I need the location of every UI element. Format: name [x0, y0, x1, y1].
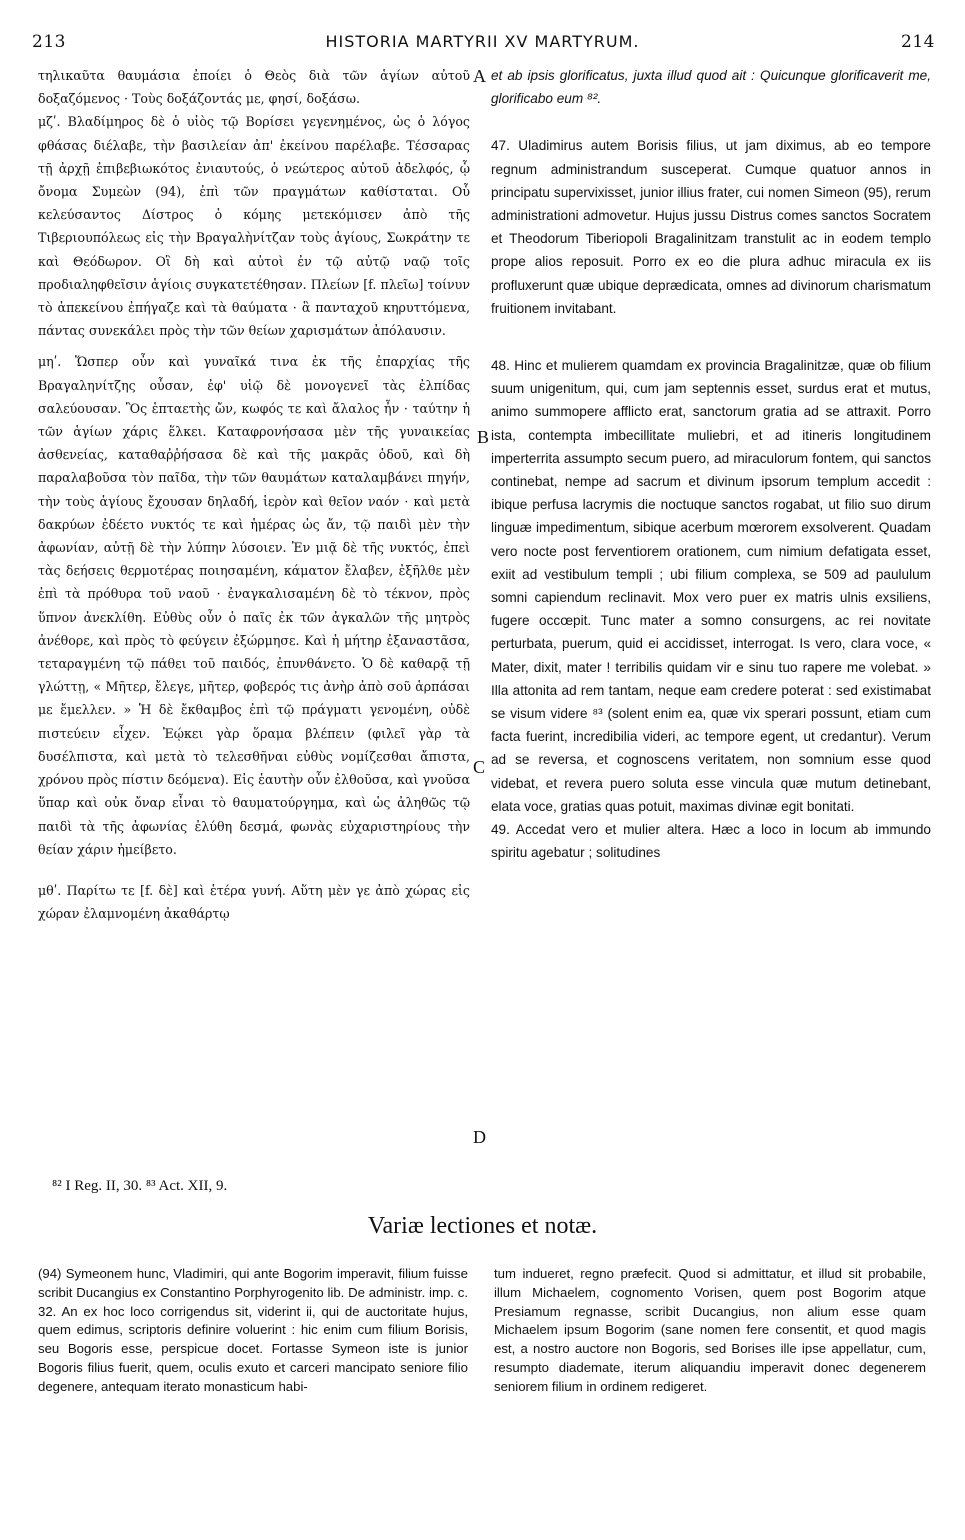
running-title: HISTORIA MARTYRII XV MARTYRUM.: [325, 32, 640, 51]
margin-marker-a: A: [473, 66, 486, 86]
latin-paragraph: 49. Accedat vero et mulier altera. Hæc a loco in locum ab immundo spiritu agebatur ; solitudines: [491, 822, 931, 861]
latin-column: [491, 64, 931, 865]
latin-paragraph: et ab ipsis glorificatus, juxta illud quod ait : Quicunque glorificaverit me, glorificabo eum ⁸².: [491, 68, 931, 107]
notes-right-column: [494, 1265, 926, 1397]
footnotes: ⁸² I Reg. II, 30. ⁸³ Act. XII, 9.: [52, 1178, 228, 1194]
greek-paragraph: μζʹ. Βλαδίμηρος δὲ ὁ υἱὸς τῷ Βορίσει γεγενημένος, ὡς ὁ λόγος φθάσας διέλαβε, τὴν βασιλείαν ἀπ' ἐκείνου παρέλαβε. Τέσσαρας τῇ ἀρχῇ ἐπιβεβιωκότος ἐνιαυτούς, ὁ νεώτερος αὐτοῦ ἀδελφός, ᾧ ὄνομα Συμεὼν (94), ἐπὶ τῶν πραγμάτων καθίσταται. Οὗ κελεύσαντος Δίστρος ὁ κόμης μετεκόμισεν ἀπὸ τῆς Τιβεριουπόλεως εἰς τὴν Βραγαλὴνίτζαν τοὺς ἁγίους, Σωκράτην τε καὶ Θεόδωρον. Οἳ δὴ καὶ αὐτοὶ ἐν τῷ αὐτῷ ναῷ τοῖς προδιαληφθεῖσιν ἁγίοις συγκατετέθησαν. Πλείων [f. πλεῖω] τοίνυν τὸ ἀπεκείνου ἐπήγαζε καὶ τὰ θαύματα · ἃ πανταχοῦ κηρυττόμενα, πάντας συνεκάλει πρὸς τὴν τῶν θείων χαρισμάτων ἀπόλαυσιν.: [38, 114, 470, 339]
note-paragraph: tum indueret, regno præfecit. Quod si admittatur, et illud sit probabile, illum Michaelem, cognomento Vorisen, quem post Bogorim atque Presiamum regnasse, scribit Ducangius, non alium esse quam Michaelem ipsum Bogorim (sane nomen fere consentit, et quod magis est, a nostro auctore non Bogoris, sed Borises ille ipse appellatur, cum, resumpto diademate, iterum aliquandiu imperavit donec degenerem seniorem filium in ordinem redigeret.: [494, 1266, 926, 1394]
page-header: [30, 32, 935, 58]
page-number-left: 213: [32, 32, 66, 52]
greek-paragraph: τηλικαῦτα θαυμάσια ἐποίει ὁ Θεὸς διὰ τῶν ἁγίων αὐτοῦ δοξαζόμενος · Τοὺς δοξάζοντάς με, φησί, δοξάσω.: [38, 68, 470, 107]
margin-marker-d: D: [473, 1127, 486, 1147]
notes-left-column: [38, 1265, 468, 1397]
note-paragraph: (94) Symeonem hunc, Vladimiri, qui ante Bogorim imperavit, filium fuisse scribit Ducangius ex Constantino Porphyrogenito lib. De administr. imp. c. 32. An ex hoc loco corrigendus sit, viderint ii, qui de auctoritate hujus, quem edimus, scriptoris definire voluerint : hic enim cum filium Borisis, seu Bogoris esse, perspicue docet. Fortasse Symeon iste is junior Bogoris filius fuerit, quem, oculis exuto et carceri mancipato seniore filio degenere, antequam iterato monasticum habi-: [38, 1266, 468, 1394]
latin-paragraph: 47. Uladimirus autem Borisis filius, ut jam diximus, ab eo tempore regnum administrandum susceperat. Cumque quatuor annos in principatu supervixisset, junior illius frater, cui nomen Simeon (95), rerum administrationi admovetur. Hujus jussu Distrus comes sanctos Socratem et Theodorum Tiberiopoli Bragalinitzam transtulit ac in eodem templo prope alios reposuit. Porro ex eo die plura adhuc miracula ex iis profluxerunt quæ ubique deprædicata, omnes ad divinorum charismatum fruitionem invitabant.: [491, 138, 931, 316]
greek-paragraph: μηʹ. Ὥσπερ οὖν καὶ γυναῖκά τινα ἐκ τῆς ἐπαρχίας τῆς Βραγαληνίτζης οὖσαν, ἐφ' υἱῷ δὲ μονογενεῖ τὰς ἐλπίδας σαλεύουσαν. Ὃς ἑπταετὴς ὤν, κωφός τε καὶ ἄλαλος ἦν · ταύτην ἡ τῶν ἁγίων χάρις ἕλκει. Καταφρονήσασα μὲν τῆς γυναικείας ἀσθενείας, καταθαῤῥήσασα δὲ καὶ τῆς μακρᾶς ὁδοῦ, καὶ δὴ παραλαβοῦσα τὸν παῖδα, τὴν τῶν θαυμάτων καταλαμβάνει πηγήν, τὴν τοὺς ἁγίους ἔχουσαν δηλαδή, ἱερὸν καὶ θεῖον ναόν · καὶ μετὰ δακρύων ἐδέετο νυκτός τε καὶ ἡμέρας ὡς ἄν, τῷ παιδὶ μὲν τὴν ἀφωνίαν, αὐτῇ δὲ τὴν λύπην λύσοιεν. Ἐν μιᾷ δὲ τῆς νυκτός, ἐπεὶ τὰς δεήσεις θερμοτέρας ποιησαμένη, κάματον ἔλαβεν, ἐξῆλθε μὲν ἐπὶ τὰ πρόθυρα τοῦ ναοῦ · ἐναγκαλισαμένη δὲ τὸ τέκνον, πρὸς ὕπνον ἀνεκλίθη. Εὐθὺς οὖν ὁ παῖς ἐκ τῶν ἀγκαλῶν τῆς μητρὸς ἀνέθορε, καὶ πρὸς τὸ φεύγειν ἐξώρμησε. Καὶ ἡ μήτηρ ἐξαναστᾶσα, τεταραγμένη τῷ πάθει τοῦ παιδός, ἐπυνθάνετο. Ὁ δὲ καθαρᾷ τῇ γλώττῃ, « Μῆτερ, ἔλεγε, μῆτερ, φοβερός τις ἀνὴρ ἀπὸ σοῦ ἁρπάσαι με ἔμελλεν. » Ἡ δὲ ἔκθαμβος ἐπὶ τῷ πράγματι γενομένη, οὐδὲ πιστεύειν εἶχεν. Ἐῴκει γὰρ ὅραμα βλέπειν (φιλεῖ γὰρ τὰ δυσέλπιστα, καὶ μετὰ τὸ τελεσθῆναι εὐθὺς νομίζεσθαι ἄπιστα, χρόνου πρὸς πίστιν δεόμενα). Εἰς ἑαυτὴν οὖν ἐλθοῦσα, καὶ γνοῦσα ὕπαρ καὶ οὐκ ὄναρ εἶναι τὸ θαυματούργημα, καὶ ὡς ἀληθῶς τῷ παιδὶ τὰ τῆς ἀφωνίας ἐλύθη δεσμά, φωνὰς εὐχαριστηρίους τὴν θείαν χάριν ἠμείβετο.: [38, 354, 470, 857]
greek-column: [38, 64, 470, 925]
margin-marker-b: B: [477, 427, 490, 447]
page-number-right: 214: [901, 32, 935, 52]
greek-paragraph: μθʹ. Παρίτω τε [f. δὲ] καὶ ἑτέρα γυνή. Αὕτη μὲν γε ἀπὸ χώρας εἰς χώραν ἐλαμνομένη ἀκαθάρτῳ: [38, 882, 470, 922]
latin-paragraph: 48. Hinc et mulierem quamdam ex provincia Bragalinitzæ, quæ ob filium suum unigenitum, qui, cum jam septennis esset, surdus erat et mutus, animo summopere afflicto erat, sanctorum gratia ad se attraxit. Porro ista, contempta imbecillitate muliebri, et ad itineris longitudinem imperterrita assumpto secum puero, ad miraculorum fontem, qui sanctos continebat, nempe ad sacrum et divinum ipsorum templum accedit : ibique perfusa lacrymis die noctuque sanctos rogabat, ut filio suo dirum linguæ impedimentum, sibique acerbum mœrorem exsolverent. Quadam vero nocte post ferventiorem orationem, cum nimium defatigata esset, exiit ad vestibulum templi ; ubi filium complexa, se 509 ad paululum somni capiendum reclinavit. Mox vero puer ex matris ulnis exsiliens, fugere occœpit. Tunc mater a somno consurgens, ac rei novitate perturbata, puerum, quid ei accidisset, interrogat. Is vero, clara voce, « Mater, dixit, mater ! terribilis quidam vir e sinu tuo rapere me volebat. » Illa attonita ad rem tantam, neque eam credere poterat : sed existimabat se visum videre ⁸³ (solent enim ea, quæ vix sperari possunt, etiam cum facta fuerint, incredibilia videri, ac tempore egent, ut credantur). Verum ad se reversa, et cognoscens veritatem, non somnium esse quod videbat, et revera puero soluta esse vincula quæ mutum detinebant, elata voce, gratias quas potuit, maximas divinæ egit bonitati.: [491, 358, 931, 814]
notes-title: Variæ lectiones et notæ.: [367, 1213, 598, 1239]
margin-marker-c: C: [473, 757, 486, 777]
